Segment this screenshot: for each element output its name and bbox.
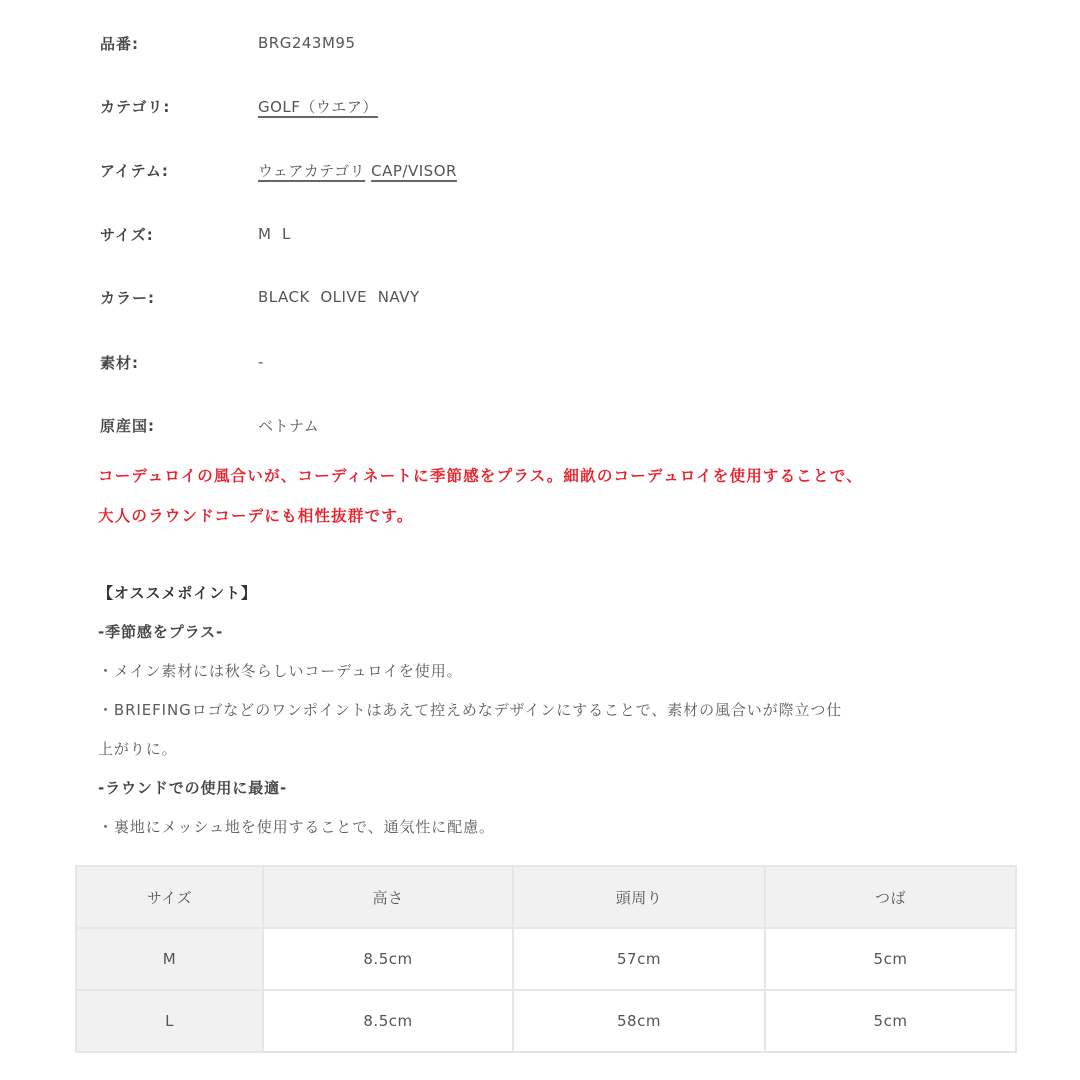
spec-value-item xyxy=(258,160,457,181)
bullet-mesh-lining: ・裏地にメッシュ地を使用することで、通気性に配慮。 xyxy=(98,818,495,836)
spec-row-category xyxy=(100,94,378,118)
highlight-line-1: コーデュロイの風合いが、コーディネートに季節感をプラス。細畝のコーデュロイを使用することで、 xyxy=(98,467,863,485)
section-title-round: -ラウンドでの使用に最適- xyxy=(98,779,288,797)
spec-value-color: BLACK OLIVE NAVY xyxy=(258,288,420,306)
category-link-golf-wear[interactable]: GOLF（ウエア） xyxy=(258,97,378,116)
bullet-corduroy: ・メイン素材には秋冬らしいコーデュロイを使用。 xyxy=(98,662,463,680)
spec-label: サイズ: xyxy=(100,225,154,244)
item-link-cap-visor[interactable]: CAP/VISOR xyxy=(371,161,457,180)
spec-value-size: M L xyxy=(258,225,291,243)
spec-value-material: - xyxy=(258,353,264,371)
cell-height: 8.5cm xyxy=(263,928,513,990)
header-size: サイズ xyxy=(76,866,263,928)
table-row xyxy=(76,990,1016,1052)
bullet-logo-line-2: 上がりに。 xyxy=(98,740,178,758)
cell-height: 8.5cm xyxy=(263,990,513,1052)
spec-row-material xyxy=(100,350,264,374)
section-title-seasonal: -季節感をプラス- xyxy=(98,623,224,641)
spec-label: 品番: xyxy=(100,34,139,53)
spec-label: カラー: xyxy=(100,288,155,307)
spec-label: 原産国: xyxy=(100,416,155,435)
spec-value-product-number: BRG243M95 xyxy=(258,34,356,52)
spec-value-origin: ベトナム xyxy=(258,416,320,435)
recommended-points xyxy=(98,574,1018,847)
cell-head-circumference: 57cm xyxy=(513,928,765,990)
cell-brim: 5cm xyxy=(765,928,1016,990)
item-link-wear-category[interactable]: ウェアカテゴリ xyxy=(258,161,366,180)
cell-head-circumference: 58cm xyxy=(513,990,765,1052)
points-heading: 【オススメポイント】 xyxy=(98,584,257,602)
spec-label: カテゴリ: xyxy=(100,97,171,116)
table-header-row xyxy=(76,866,1016,928)
cell-brim: 5cm xyxy=(765,990,1016,1052)
header-brim: つば xyxy=(765,866,1016,928)
spec-value-category xyxy=(258,96,378,117)
table-row xyxy=(76,928,1016,990)
spec-row-color xyxy=(100,285,420,309)
row-size-label: L xyxy=(76,990,263,1052)
spec-row-product-number xyxy=(100,31,356,55)
bullet-logo-line-1: ・BRIEFINGロゴなどのワンポイントはあえて控えめなデザインにすることで、素材の風合いが際立つ仕 xyxy=(98,701,843,719)
highlight-copy xyxy=(98,456,1018,536)
spec-row-item xyxy=(100,158,457,182)
size-table xyxy=(75,865,1017,1053)
row-size-label: M xyxy=(76,928,263,990)
header-head-circumference: 頭周り xyxy=(513,866,765,928)
spec-row-size xyxy=(100,222,291,246)
spec-label: 素材: xyxy=(100,353,139,372)
highlight-line-2: 大人のラウンドコーデにも相性抜群です。 xyxy=(98,507,414,525)
spec-label: アイテム: xyxy=(100,161,169,180)
spec-row-origin xyxy=(100,413,319,437)
header-height: 高さ xyxy=(263,866,513,928)
